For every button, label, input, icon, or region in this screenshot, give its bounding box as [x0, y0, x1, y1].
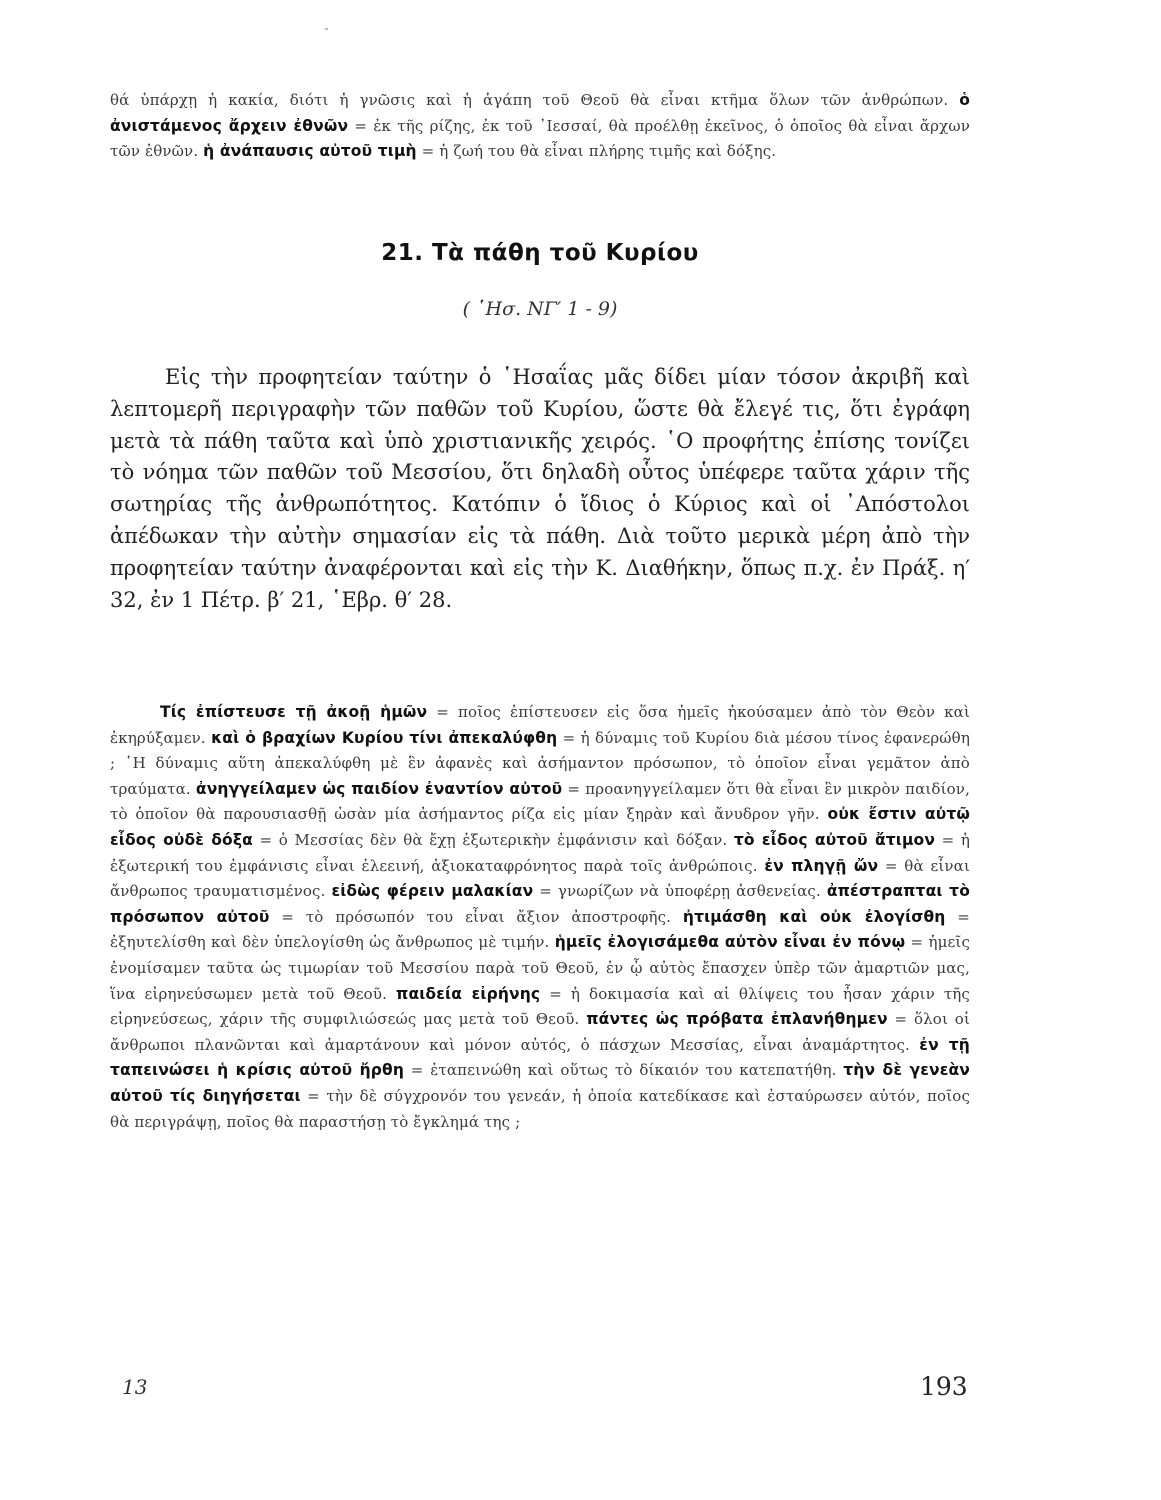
lemma-term: τὴν δὲ γενεὰν αὐτοῦ τίς διηγήσεται [110, 1061, 970, 1105]
lemma-explanation: = ἐξηυτελίσθη καὶ δὲν ὑπελογίσθη ὡς ἄνθρωπος μὲ τιμήν. [110, 907, 970, 952]
page-number: 193 [920, 1372, 968, 1401]
lemma-term: ἀνηγγείλαμεν ὡς παιδίον ἐναντίον αὐτοῦ [195, 779, 563, 798]
lemma-term: πάντες ὡς πρόβατα ἐπλανήθημεν [586, 1010, 888, 1029]
lemma-explanation: = τὴν δὲ σύγχρονόν του γενεάν, ἡ ὁποία κατεδίκασε καὶ ἐσταύρωσεν αὐτόν, ποῖος θὰ περιγράψῃ, ποῖος θὰ παραστήσῃ τὸ ἔγκλημά της ; [110, 1086, 970, 1131]
lemma-explanation: = γνωρίζων νὰ ὑποφέρῃ ἀσθενείας. [533, 882, 827, 901]
lemma-term: καὶ ὁ βραχίων Κυρίου τίνι ἀπεκαλύφθη [211, 728, 558, 747]
section-title: 21. Τὰ πάθη τοῦ Κυρίου [381, 240, 699, 266]
lemma-term: ἠτιμάσθη καὶ οὐκ ἐλογίσθη [682, 907, 946, 926]
lemma-term: ἐν τῇ ταπεινώσει ἡ κρίσις αὐτοῦ ἤρθη [110, 1035, 970, 1080]
commentary-top [110, 88, 970, 165]
lemma-term: ἀπέστραπται τὸ πρόσωπον αὐτοῦ [110, 882, 970, 926]
lemma-explanation: = ἐταπεινώθη καὶ οὕτως τὸ δίκαιόν του κατεπατήθη. [404, 1061, 844, 1080]
lemma-explanation: = ἡ δύναμις τοῦ Κυρίου διὰ μέσου τίνος ἐφανερώθη ; ῾Η δύναμις αὕτη ἀπεκαλύφθη μὲ ἓν ἀφανὲς καὶ ἀσήμαντον πρόσωπον, τὸ ὁποῖον εἶναι γεμᾶτον ἀπὸ τραύματα. [110, 728, 970, 798]
lemma-term: παιδεία εἰρήνης [396, 984, 541, 1003]
lemma-term: εἰδὼς φέρειν μαλακίαν [331, 882, 534, 901]
lemma-term: Τίς ἐπίστευσε τῇ ἀκοῇ ἡμῶν [160, 703, 428, 721]
lemma-explanation: = προανηγγείλαμεν ὅτι θὰ εἶναι ἓν μικρὸν παιδίον, τὸ ὁποῖον θὰ παρουσιασθῇ ὡσὰν μία ἀσήμαντος ρίζα εἰς μίαν ξηρὰν καὶ ἄνυδρον γῆν. [110, 779, 970, 824]
lemma-explanation: = ἡμεῖς ἐνομίσαμεν ταῦτα ὡς τιμωρίαν τοῦ Μεσσίου παρὰ τοῦ Θεοῦ, ἐν ᾧ αὐτὸς ἔπασχεν ὑπὲρ τῶν ἁμαρτιῶν μας, ἵνα εἰρηνεύσωμεν μετὰ τοῦ Θεοῦ. [110, 933, 970, 1003]
scan-speck [325, 28, 328, 30]
lemma-explanation: = ἡ ζωή του θὰ εἶναι πλήρης τιμῆς καὶ δόξης. [416, 142, 777, 161]
lemma-explanation: = ποῖος ἐπίστευσεν εἰς ὅσα ἡμεῖς ἠκούσαμεν ἀπὸ τὸν Θεὸν καὶ ἐκηρύξαμεν. [110, 703, 970, 747]
lemma-term: οὐκ ἔστιν αὐτῷ εἶδος οὐδὲ δόξα [110, 805, 970, 849]
lemma-term: ἡ ἀνάπαυσις αὐτοῦ τιμὴ [203, 142, 417, 161]
lemma-explanation: = ἡ δοκιμασία καὶ αἱ θλίψεις του ἦσαν χάριν τῆς εἰρηνεύσεως, χάριν τῆς συμφιλιώσεώς μας μετὰ τοῦ Θεοῦ. [110, 984, 970, 1029]
lemma-explanation: = ἐκ τῆς ρίζης, ἐκ τοῦ ᾿Ιεσσαί, θὰ προέλθῃ ἐκεῖνος, ὁ ὁποῖος θὰ εἶναι ἄρχων τῶν ἐθνῶν. [110, 116, 971, 161]
lemma-explanation: = ἡ ἐξωτερική του ἐμφάνισις εἶναι ἐλεεινή, ἀξιοκαταφρόνητος παρὰ τοῖς ἀνθρώποις. [110, 830, 970, 875]
section-reference: ( ῾Ησ. ΝΓ′ 1 - 9) [462, 298, 618, 320]
lemma-explanation: = θὰ εἶναι ἄνθρωπος τραυματισμένος. [110, 856, 970, 901]
main-paragraph: Εἰς τὴν προφητείαν ταύτην ὁ ῾Ησαΐας μᾶς δίδει μίαν τόσον ἀκριβῆ καὶ λεπτομερῆ περιγραφὴν τῶν παθῶν τοῦ Κυρίου, ὥστε θὰ ἔλεγέ τις, ὅτι ἐγράφη μετὰ τὰ πάθη ταῦτα καὶ ὑπὸ χριστιανικῆς χειρός. ῾Ο προφήτης ἐπίσης τονίζει τὸ νόημα τῶν παθῶν τοῦ Μεσσίου, ὅτι δηλαδὴ οὗτος ὑπέφερε ταῦτα χάριν τῆς σωτηρίας τῆς ἀνθρωπότητος. Κατόπιν ὁ ἴδιος ὁ Κύριος καὶ οἱ ᾿Απόστολοι ἀπέδωκαν τὴν αὐτὴν σημασίαν εἰς τὰ πάθη. Διὰ τοῦτο μερικὰ μέρη ἀπὸ τὴν προφητείαν ταύτην ἀναφέρονται καὶ εἰς τὴν Κ. Διαθήκην, ὅπως π.χ. ἐν Πράξ. η′ 32, ἐν 1 Πέτρ. β′ 21, ῾Εβρ. θ′ 28. [110, 365, 970, 612]
lemma-term: ἐν πληγῇ ὤν [764, 856, 879, 875]
lemma-term: ὁ ἀνιστάμενος ἄρχειν ἐθνῶν [110, 91, 970, 135]
lemma-term: ἡμεῖς ἐλογισάμεθα αὐτὸν εἶναι ἐν πόνῳ [554, 933, 906, 952]
lemma-explanation: = τὸ πρόσωπόν του εἶναι ἄξιον ἀποστροφῆς. [269, 907, 683, 926]
lemma-explanation: θά ὑπάρχῃ ἡ κακία, διότι ἡ γνῶσις καὶ ἡ ἀγάπη τοῦ Θεοῦ θὰ εἶναι κτῆμα ὅλων τῶν ἀνθρώπων. [110, 91, 960, 109]
lemma-explanation: = ὅλοι οἱ ἄνθρωποι πλανῶνται καὶ ἁμαρτάνουν καὶ μόνον αὐτός, ὁ πάσχων Μεσσίας, εἶναι ἀναμάρτητος. [110, 1010, 970, 1054]
commentary-bottom [110, 700, 970, 1135]
lemma-term: τὸ εἶδος αὐτοῦ ἄτιμον [733, 830, 936, 849]
signature-mark: 13 [122, 1375, 148, 1399]
lemma-explanation: = ὁ Μεσσίας δὲν θὰ ἔχῃ ἐξωτερικὴν ἐμφάνισιν καὶ δόξαν. [252, 830, 734, 849]
